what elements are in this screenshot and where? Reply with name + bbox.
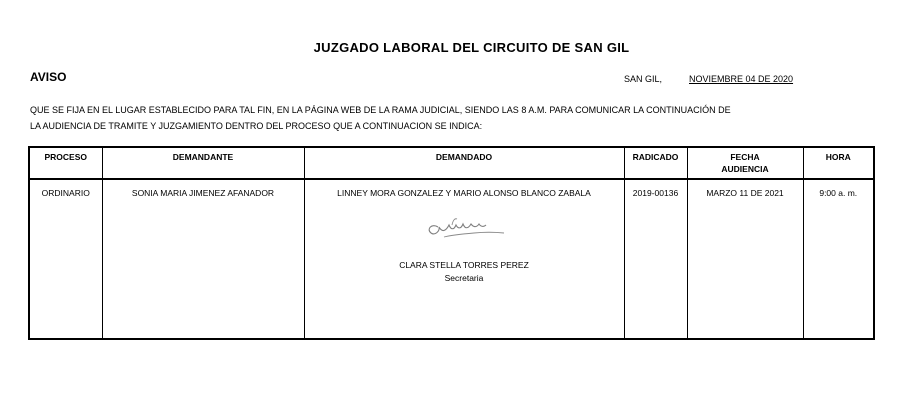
notice-text: [30, 103, 850, 134]
cell-demandado-text: LINNEY MORA GONZALEZ Y MARIO ALONSO BLANCO ZABALA: [337, 188, 591, 198]
signature-block: [305, 215, 624, 283]
cell-demandado: [304, 179, 624, 339]
notice-line-2: LA AUDIENCIA DE TRAMITE Y JUZGAMIENTO DENTRO DEL PROCESO QUE A CONTINUACION SE INDICA:: [30, 120, 483, 131]
handwritten-signature: [414, 215, 514, 241]
header-hora: HORA: [803, 147, 874, 179]
header-radicado: RADICADO: [624, 147, 687, 179]
signatory-role: Secretaria: [444, 273, 484, 283]
notice-line-1: QUE SE FIJA EN EL LUGAR ESTABLECIDO PARA TAL FIN, EN LA PÁGINA WEB DE LA RAMA JUDICIAL, SIENDO LAS 8 A.M. PARA COMUNICAR LA CONTINUACIÓN DE: [30, 105, 731, 115]
page-title: JUZGADO LABORAL DEL CIRCUITO DE SAN GIL: [313, 40, 630, 55]
cell-proceso: ORDINARIO: [29, 179, 102, 339]
signatory-name: CLARA STELLA TORRES PEREZ: [399, 260, 529, 270]
place-label: SAN GIL,: [624, 74, 663, 84]
header-fecha-line2: AUDIENCIA: [721, 164, 769, 174]
header-fecha-audiencia: [687, 147, 803, 179]
cell-demandante: SONIA MARIA JIMENEZ AFANADOR: [102, 179, 304, 339]
header-proceso: PROCESO: [29, 147, 102, 179]
table-row: [29, 179, 874, 339]
header-demandante: DEMANDANTE: [102, 147, 304, 179]
header-demandado: DEMANDADO: [304, 147, 624, 179]
cell-radicado: 2019-00136: [624, 179, 687, 339]
hearing-table: [28, 146, 875, 340]
table-header-row: [29, 147, 874, 179]
cell-fecha-audiencia: MARZO 11 DE 2021: [687, 179, 803, 339]
header-fecha-line1: FECHA: [730, 152, 760, 162]
cell-hora: 9:00 a. m.: [803, 179, 874, 339]
notice-date: NOVIEMBRE 04 DE 2020: [689, 74, 794, 84]
aviso-heading: AVISO: [30, 70, 67, 84]
